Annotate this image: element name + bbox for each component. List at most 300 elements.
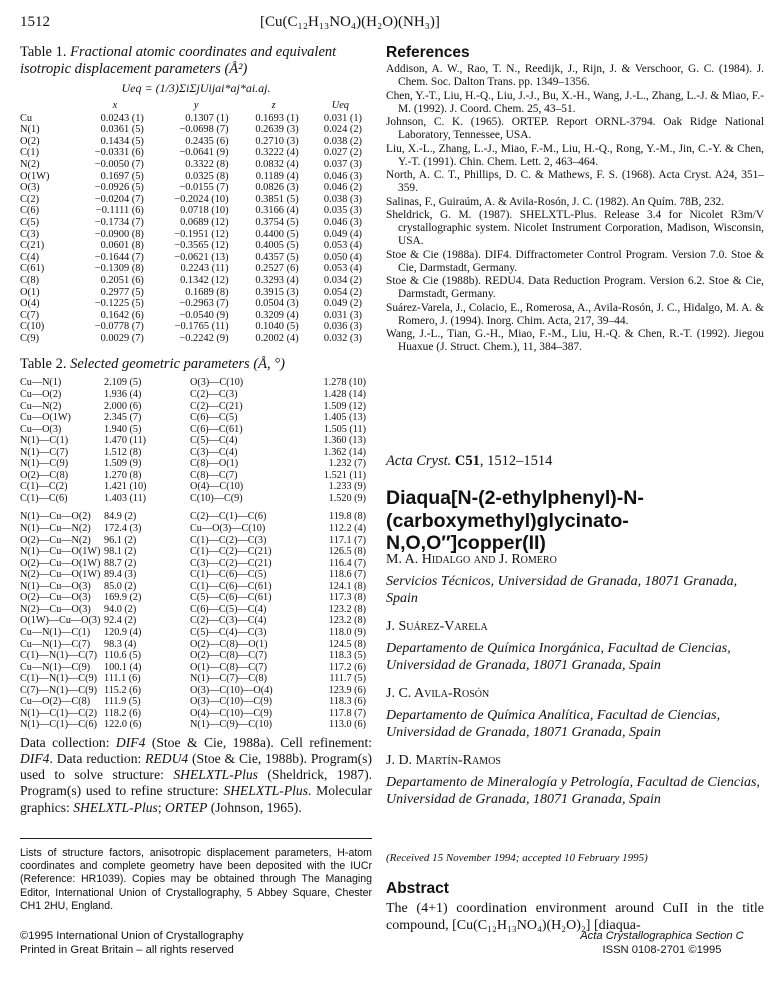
table-row — [20, 124, 372, 136]
table2-cell: Cu—O(3) — [20, 423, 62, 435]
table1-cell: −0.1734 (7) — [94, 216, 144, 228]
table1-cell: N(1) — [20, 124, 40, 136]
table1-cell: −0.1765 (11) — [174, 321, 229, 333]
table2-cell: 124.5 (8) — [328, 638, 366, 650]
table2-cell: 2.345 (7) — [104, 412, 142, 424]
table1-cell: 0.2243 (11) — [180, 263, 229, 275]
table1-cell: 0.1642 (6) — [100, 309, 144, 321]
table1-cell: 0.3322 (8) — [185, 158, 229, 170]
table1-column-header: x — [112, 100, 118, 111]
table1-column-header: y — [193, 100, 199, 111]
reference-item: Wang, J.-L., Tian, G.-H., Miao, F.-M., Liu, H.-Q. & Chen, R.-T. (1992). Jiegou Huaxue (J. Struct. Chem.), 11, 384–387. — [386, 328, 764, 354]
article-title: Diaqua[N-(2-ethylphenyl)-N-(carboxymethyl)glycinato-N,O,O″]copper(II) — [386, 487, 644, 554]
table2-caption-text: Selected geometric parameters (Å, °) — [70, 356, 285, 373]
reference-item: Salinas, F., Guiraúm, A. & Avila-Rosón, J. C. (1982). An Quím. 78B, 232. — [386, 195, 725, 208]
table2-cell: 119.8 (8) — [329, 511, 366, 523]
table1-cell: 0.2977 (5) — [100, 286, 144, 298]
table1-cell: −0.0621 (13) — [174, 251, 229, 263]
table1-cell: −0.0050 (7) — [94, 158, 144, 170]
table2-cell: 96.1 (2) — [104, 534, 137, 546]
table1-cell: −0.0155 (7) — [179, 182, 229, 194]
table2-cell: O(1W)—Cu—O(3) — [20, 615, 101, 627]
table-row — [20, 511, 372, 523]
table2-cell: C(5)—C(4)—C(3) — [190, 626, 267, 638]
table1-cell: 0.038 (2) — [323, 135, 362, 147]
table1-cell: 0.0243 (1) — [100, 112, 144, 124]
table2-cell: 117.3 (8) — [329, 592, 366, 604]
table2-cell: N(2)—Cu—O(1W) — [20, 569, 101, 581]
table-row — [20, 569, 372, 581]
table1-cell: 0.4400 (5) — [255, 228, 299, 240]
table2-cell: 111.9 (5) — [104, 696, 141, 708]
author-affiliation: Servicios Técnicos, Universidad de Granada, 18071 Granada, Spain — [386, 574, 738, 606]
table2-cell: C(1)—C(6)—C(61) — [190, 580, 272, 592]
table1-cell: −0.0698 (7) — [179, 124, 229, 136]
table2-cell: 1.509 (12) — [323, 400, 366, 412]
table1-cell: 0.0504 (3) — [255, 298, 299, 310]
table1-cell: 0.0601 (8) — [100, 240, 144, 252]
table2-cell: C(2)—C(3)—C(4) — [190, 615, 267, 627]
table-row — [20, 310, 372, 322]
authors-block — [386, 540, 764, 808]
table2-cell: 117.1 (7) — [329, 534, 366, 546]
table1-caption-text: Fractional atomic coordinates and equivalent isotropic displacement parameters (Å²) — [20, 44, 337, 77]
table1-cell: 0.3754 (5) — [255, 216, 299, 228]
table2-cell: C(5)—C(6)—C(61) — [190, 592, 272, 604]
table2-cell: 1.232 (7) — [328, 458, 366, 470]
table2-cell: C(6)—C(61) — [190, 423, 243, 435]
table-row — [20, 412, 372, 424]
table2-cell: 1.521 (11) — [323, 469, 366, 481]
table-row — [20, 673, 372, 685]
table2-cell: 118.6 (7) — [329, 569, 366, 581]
deposition-footnote: Lists of structure factors, anisotropic displacement parameters, H-atom coordinates and complete geometry have been deposited with the IUCr (Reference: HR1039). Copies may be obtained through The Managing Editor, International Union of Crystallography, 5 Abbey Square, Chester CH1 2HU, England. — [20, 846, 372, 912]
table2-cell: 1.940 (5) — [104, 423, 142, 435]
table-row — [20, 615, 372, 627]
table2-cell: N(1)—C(7)—C(8) — [190, 673, 267, 685]
table1-cell: 0.035 (3) — [323, 205, 362, 217]
table-row — [20, 458, 372, 470]
printed-line: Printed in Great Britain – all rights reserved — [20, 944, 234, 956]
table2-cell: 116.4 (7) — [329, 557, 366, 569]
table2-cell: C(1)—C(2)—C(21) — [190, 546, 272, 558]
table2-cell: 172.4 (3) — [104, 523, 142, 535]
table2-cell: O(4)—C(10)—C(9) — [190, 707, 273, 719]
table-row — [20, 113, 372, 125]
table1-cell: 0.1189 (4) — [255, 170, 299, 182]
table-row — [20, 229, 372, 241]
table1-cell: 0.4357 (5) — [255, 251, 299, 263]
table2-cell: C(7)—N(1)—C(9) — [20, 684, 97, 696]
table2-cell: Cu—N(1)—C(7) — [20, 638, 91, 650]
table1-cell: −0.0641 (9) — [179, 147, 229, 159]
table-row — [20, 321, 372, 333]
table-row — [20, 708, 372, 720]
table1-cell: C(6) — [20, 205, 40, 217]
table1-cell: −0.2024 (10) — [174, 193, 229, 205]
table-row — [20, 523, 372, 535]
journal-name: Acta Crystallographica Section C — [580, 930, 744, 942]
table2-cell: 85.0 (2) — [104, 580, 137, 592]
table2-cell: 117.8 (7) — [329, 707, 366, 719]
table2-cell: Cu—O(3)—C(10) — [190, 523, 266, 535]
table1-cell: 0.038 (3) — [323, 193, 362, 205]
table-row — [20, 263, 372, 275]
table1-cell: 0.0826 (3) — [255, 182, 299, 194]
table2 — [20, 377, 372, 730]
table1-cell: 0.1040 (5) — [255, 321, 299, 333]
left-column — [20, 44, 372, 913]
reference-item: Suárez-Varela, J., Colacio, E., Romerosa, A., Avila-Rosón, J. C., Hidalgo, M. A. & Romero, J. (1994). Inorg. Chim. Acta, 217, 39–44. — [386, 301, 764, 327]
table2-cell: 123.2 (8) — [328, 603, 366, 615]
table1-cell: 0.4005 (5) — [255, 240, 299, 252]
table1-cell: 0.1689 (8) — [185, 286, 229, 298]
table1-cell: C(21) — [20, 240, 45, 252]
table1-cell: 0.1693 (1) — [255, 112, 299, 124]
table1-cell: C(10) — [20, 321, 45, 333]
table2-cell: 118.3 (6) — [329, 696, 366, 708]
table2-cell: N(1)—C(1)—C(2) — [20, 707, 97, 719]
table2-cell: 1.360 (13) — [323, 435, 366, 447]
table1-cell: 0.3915 (3) — [255, 286, 299, 298]
table-row — [20, 424, 372, 436]
table-row — [20, 662, 372, 674]
table2-cell: N(1)—C(9) — [20, 458, 69, 470]
table2-cell: 1.270 (8) — [104, 469, 142, 481]
table-row — [20, 136, 372, 148]
table2-cell: Cu—O(2)—C(8) — [20, 696, 91, 708]
table2-cell: N(1)—C(9)—C(10) — [190, 719, 273, 731]
table2-cell: C(1)—C(6)—C(5) — [190, 569, 267, 581]
table2-cell: 88.7 (2) — [104, 557, 137, 569]
footnote-rule — [20, 838, 372, 839]
table-row — [20, 639, 372, 651]
table1-cell: C(61) — [20, 263, 45, 275]
table1-cell: 0.0361 (5) — [100, 124, 144, 136]
table2-cell: N(1)—Cu—N(2) — [20, 523, 91, 535]
table2-cell: 123.2 (8) — [328, 615, 366, 627]
table2-cell: C(1)—N(1)—C(7) — [20, 650, 97, 662]
table-row — [20, 558, 372, 570]
table1-cell: N(2) — [20, 158, 40, 170]
table2-cell: C(10)—C(9) — [190, 492, 243, 504]
abstract-heading: Abstract — [386, 880, 449, 897]
table-row — [20, 581, 372, 593]
author-affiliation: Departamento de Mineralogía y Petrología, Facultad de Ciencias, Universidad de Granada, 18071 Granada, Spain — [386, 775, 760, 807]
table2-cell: 115.2 (6) — [104, 684, 141, 696]
table1-cell: −0.3565 (12) — [174, 240, 229, 252]
reference-item: Liu, X.-L., Zhang, L.-J., Miao, F.-M., Liu, H.-Q., Rong, Y.-M., Jin, C.-Y. & Chen, Y.-T. (1991). Chin. Chem. Lett. 2, 463–464. — [386, 142, 764, 168]
table2-cell: 2.109 (5) — [104, 377, 142, 389]
table1-cell: −0.0540 (9) — [179, 309, 229, 321]
table2-cell: Cu—N(1) — [20, 377, 62, 389]
table2-cell: 1.362 (14) — [323, 446, 366, 458]
table2-cell: C(1)—C(2) — [20, 481, 68, 493]
ueq-formula: Ueq = (1/3)ΣiΣjUijai*aj*ai.aj. — [121, 81, 271, 95]
table1-cell: 0.3222 (4) — [255, 147, 299, 159]
table1-cell: O(1) — [20, 286, 40, 298]
data-collection-text: Data collection: DIF4 (Stoe & Cie, 1988a). Cell refinement: DIF4. Data reduction: REDU4 (Stoe & Cie, 1988b). Program(s) used to solve structure: SHELXTL-Plus (Sheldrick, 1987). Program(s) used to refine structure: SHELXTL-Plus. Molecular graphics: SHELXTL-Plus; ORTEP (Johnson, 1965). — [20, 734, 372, 815]
table-row — [20, 470, 372, 482]
table2-cell: C(3)—C(2)—C(21) — [190, 557, 272, 569]
table1-cell: 0.1342 (12) — [180, 274, 229, 286]
table1-cell: 0.054 (2) — [323, 286, 362, 298]
table1-cell: 0.0718 (10) — [180, 205, 229, 217]
table1-cell: 0.2639 (3) — [255, 124, 299, 136]
table1-cell: 0.031 (1) — [323, 112, 362, 124]
table2-cell: 113.0 (6) — [329, 719, 366, 731]
table2-cell: 1.512 (8) — [104, 446, 142, 458]
author-name: J. C. Avila-Rosón — [386, 686, 490, 701]
table1-cell: 0.046 (3) — [323, 170, 362, 182]
table2-cell: O(2)—C(8)—O(1) — [190, 638, 268, 650]
table1-cell: −0.1951 (12) — [174, 228, 229, 240]
table2-cell: C(5)—C(4) — [190, 435, 238, 447]
table2-cell: O(2)—C(8)—C(7) — [190, 650, 267, 662]
table2-cell: 111.7 (5) — [329, 673, 366, 685]
table1-cell: 0.046 (3) — [323, 216, 362, 228]
table2-cell: 124.1 (8) — [328, 580, 366, 592]
table-gap — [20, 504, 372, 511]
table-row — [20, 696, 372, 708]
copyright — [20, 929, 243, 957]
table2-cell: 1.520 (9) — [328, 492, 366, 504]
table2-cell: 1.405 (13) — [323, 412, 366, 424]
table2-cell: 122.0 (6) — [104, 719, 142, 731]
table1-column-header — [20, 100, 76, 113]
page-number: 1512 — [20, 14, 50, 30]
table2-cell: 126.5 (8) — [328, 546, 366, 558]
table2-cell: N(1)—C(1)—C(6) — [20, 719, 97, 731]
table1-cell: 0.024 (2) — [323, 124, 362, 136]
table1-cell: Cu — [20, 112, 33, 124]
table1-cell: −0.2963 (7) — [179, 298, 229, 310]
table2-cell: O(2)—Cu—O(1W) — [20, 557, 101, 569]
table2-cell: C(8)—C(7) — [190, 469, 238, 481]
author-affiliation: Departamento de Química Inorgánica, Facultad de Ciencias, Universidad de Granada, 18071 Granada, Spain — [386, 641, 731, 673]
table1-cell: 0.050 (4) — [323, 251, 362, 263]
table1-cell: 0.2002 (4) — [255, 332, 299, 344]
table1-cell: 0.2710 (3) — [255, 135, 299, 147]
table-row — [20, 493, 372, 505]
table1-cell: 0.053 (4) — [323, 263, 362, 275]
table-row — [20, 592, 372, 604]
reference-item: Addison, A. W., Rao, T. N., Reedijk, J., Rijn, J. & Verschoor, G. C. (1984). J. Chem. Soc. Dalton Trans. pp. 1349–1356. — [386, 63, 764, 89]
table-row — [20, 447, 372, 459]
table1-cell: −0.1309 (8) — [94, 263, 144, 275]
table1-cell: 0.027 (2) — [323, 147, 362, 159]
table1-cell: −0.0204 (7) — [94, 193, 144, 205]
table1-cell: O(2) — [20, 135, 40, 147]
table1-cell: 0.0029 (7) — [100, 332, 144, 344]
table2-cell: 98.3 (4) — [104, 638, 137, 650]
table-row — [20, 401, 372, 413]
table1-cell: 0.3209 (4) — [255, 309, 299, 321]
table1-cell: C(9) — [20, 332, 40, 344]
table2-cell: N(2)—Cu—O(3) — [20, 603, 91, 615]
table2-cell: 89.4 (3) — [104, 569, 137, 581]
table1-label: Table 1. — [20, 44, 67, 60]
reference-item: Chen, Y.-T., Liu, H.-Q., Liu, J.-J., Bu, X.-H., Wang, J.-L., Zhang, L.-J. & Miao, F.-M. (1992). J. Coord. Chem. 25, 43–51. — [386, 89, 764, 115]
table-row — [20, 217, 372, 229]
table2-cell: N(1)—C(7) — [20, 446, 69, 458]
table2-cell: Cu—O(2) — [20, 389, 62, 401]
table-row — [20, 377, 372, 389]
table1-caption — [20, 44, 372, 78]
table1-cell: 0.1307 (1) — [185, 112, 229, 124]
table-row — [20, 719, 372, 731]
table2-cell: 1.509 (9) — [104, 458, 142, 470]
table1-cell: −0.0778 (7) — [94, 321, 144, 333]
table1-column-header: z — [271, 100, 276, 111]
table2-cell: C(2)—C(1)—C(6) — [190, 511, 267, 523]
table-row — [20, 252, 372, 264]
table2-caption — [20, 356, 372, 373]
table1-cell: O(1W) — [20, 170, 50, 182]
table2-cell: C(1)—C(2)—C(3) — [190, 534, 267, 546]
table2-cell: O(2)—Cu—N(2) — [20, 534, 91, 546]
table-row — [20, 435, 372, 447]
table2-cell: O(3)—C(10)—O(4) — [190, 684, 273, 696]
table1-cell: 0.3293 (4) — [255, 274, 299, 286]
table-row — [20, 287, 372, 299]
abstract-text: The (4+1) coordination environment around CuII in the title compound, [Cu(C₁₂H₁₃NO₄)(H₂O)₂] [diaqua- — [386, 901, 764, 933]
table2-cell: O(2)—Cu—O(3) — [20, 592, 91, 604]
table-row — [20, 171, 372, 183]
table2-cell: C(2)—C(21) — [190, 400, 243, 412]
table1-cell: 0.034 (2) — [323, 274, 362, 286]
table1-cell: 0.053 (4) — [323, 240, 362, 252]
table-row — [20, 650, 372, 662]
table1-column-header: Ueq — [331, 100, 349, 111]
table1-cell: 0.2051 (6) — [100, 274, 144, 286]
table1-cell: −0.0331 (6) — [94, 147, 144, 159]
running-head: [Cu(C₁₂H₁₃NO₄)(H₂O)(NH₃)] — [260, 14, 440, 30]
table2-cell: N(1)—Cu—O(2) — [20, 511, 91, 523]
reference-item: North, A. C. T., Phillips, D. C. & Mathews, F. S. (1968). Acta Cryst. A24, 351–359. — [386, 169, 764, 195]
references-heading: References — [386, 44, 470, 61]
reference-item: Sheldrick, G. M. (1987). SHELXTL-Plus. Release 3.4 for Nicolet R3m/V crystallographic system. Nicolet Instrument Corporation, Madison, Wisconsin, USA. — [386, 208, 764, 248]
table-row — [20, 240, 372, 252]
table2-label: Table 2. — [20, 356, 67, 373]
table2-cell: O(3)—C(10) — [190, 377, 244, 389]
table2-cell: 98.1 (2) — [104, 546, 137, 558]
table2-cell: 92.4 (2) — [104, 615, 137, 627]
table2-cell: O(1)—C(8)—C(7) — [190, 661, 267, 673]
table2-cell: 110.6 (5) — [104, 650, 141, 662]
author-name: M. A. Hidalgo and J. Romero — [386, 552, 557, 567]
table1-cell: C(4) — [20, 251, 40, 263]
table2-cell: C(2)—C(3) — [190, 389, 238, 401]
table2-cell: 1.278 (10) — [323, 377, 366, 389]
table1-cell: C(5) — [20, 216, 40, 228]
reference-item: Stoe & Cie (1988b). REDU4. Data Reduction Program. Version 6.2. Stoe & Cie, Darmstadt, Germany. — [386, 275, 764, 301]
table2-cell: 1.505 (11) — [323, 423, 366, 435]
table1-cell: C(1) — [20, 147, 40, 159]
table2-cell: 118.2 (6) — [104, 707, 141, 719]
table1-cell: 0.1434 (5) — [100, 135, 144, 147]
table1-cell: −0.0900 (8) — [94, 228, 144, 240]
author-name: J. D. Martín-Ramos — [386, 753, 501, 768]
table1-cell: C(3) — [20, 228, 40, 240]
table1-cell: O(4) — [20, 298, 40, 310]
table2-cell: 100.1 (4) — [104, 661, 142, 673]
table2-cell: 84.9 (2) — [104, 511, 137, 523]
table1-cell: 0.3166 (4) — [255, 205, 299, 217]
author-name: J. Suárez-Varela — [386, 619, 488, 634]
table2-cell: Cu—N(1)—C(9) — [20, 661, 91, 673]
table2-cell: N(1)—C(1) — [20, 435, 69, 447]
table2-cell: C(6)—C(5)—C(4) — [190, 603, 267, 615]
table-gap-cell — [20, 504, 104, 511]
table2-cell: 112.2 (4) — [329, 523, 366, 535]
table2-cell: 123.9 (6) — [328, 684, 366, 696]
table1-cell: 0.031 (3) — [323, 309, 362, 321]
table2-cell: 1.403 (11) — [104, 492, 147, 504]
table1-cell: C(8) — [20, 274, 40, 286]
table-row — [20, 333, 372, 345]
table1-cell: 0.2527 (6) — [255, 263, 299, 275]
journal-footer — [560, 929, 764, 957]
table2-cell: 1.233 (9) — [328, 481, 366, 493]
table-row — [20, 389, 372, 401]
table2-cell: O(2)—C(8) — [20, 469, 69, 481]
table1-cell: 0.0325 (8) — [185, 170, 229, 182]
table2-cell: 117.2 (6) — [329, 661, 366, 673]
table-row — [20, 685, 372, 697]
table1-cell: 0.3851 (5) — [255, 193, 299, 205]
table1-cell: 0.036 (3) — [323, 321, 362, 333]
table2-cell: C(1)—C(6) — [20, 492, 68, 504]
table1-cell: −0.1111 (6) — [95, 205, 144, 217]
journal-issn: ISSN 0108-2701 ©1995 — [602, 944, 722, 956]
table-row — [20, 182, 372, 194]
table2-cell: 1.428 (14) — [323, 389, 366, 401]
table2-cell: 2.000 (6) — [104, 400, 142, 412]
table2-cell: 1.936 (4) — [104, 389, 142, 401]
table-row — [20, 535, 372, 547]
table2-cell: C(3)—C(4) — [190, 446, 238, 458]
references-list — [386, 63, 764, 355]
table-row — [20, 194, 372, 206]
table2-cell: 118.3 (5) — [329, 650, 366, 662]
table2-cell: 1.421 (10) — [104, 481, 147, 493]
table2-cell: 94.0 (2) — [104, 603, 137, 615]
table2-cell: C(6)—C(5) — [190, 412, 238, 424]
table2-cell: Cu—O(1W) — [20, 412, 71, 424]
table1-cell: 0.032 (3) — [323, 332, 362, 344]
table-row — [20, 627, 372, 639]
table1-cell: 0.0832 (4) — [255, 158, 299, 170]
table1-cell: 0.049 (4) — [323, 228, 362, 240]
table2-cell: Cu—N(2) — [20, 400, 62, 412]
table-row — [20, 275, 372, 287]
table1-cell: 0.046 (2) — [323, 182, 362, 194]
table-row — [20, 481, 372, 493]
table2-cell: Cu—N(1)—C(1) — [20, 626, 91, 638]
table1 — [20, 100, 372, 344]
table1-cell: C(7) — [20, 309, 40, 321]
reference-item: Johnson, C. K. (1965). ORTEP. Report ORNL-3794. Oak Ridge National Laboratory, Tennessee, USA. — [386, 116, 764, 142]
table2-cell: N(1)—Cu—O(1W) — [20, 546, 101, 558]
table1-cell: O(3) — [20, 182, 40, 194]
table1-cell: −0.1225 (5) — [94, 298, 144, 310]
table2-cell: C(1)—N(1)—C(9) — [20, 673, 97, 685]
table1-cell: 0.1697 (5) — [100, 170, 144, 182]
table2-cell: C(8)—O(1) — [190, 458, 239, 470]
table2-cell: 111.1 (6) — [104, 673, 141, 685]
copyright-line: ©1995 International Union of Crystallography — [20, 930, 244, 942]
